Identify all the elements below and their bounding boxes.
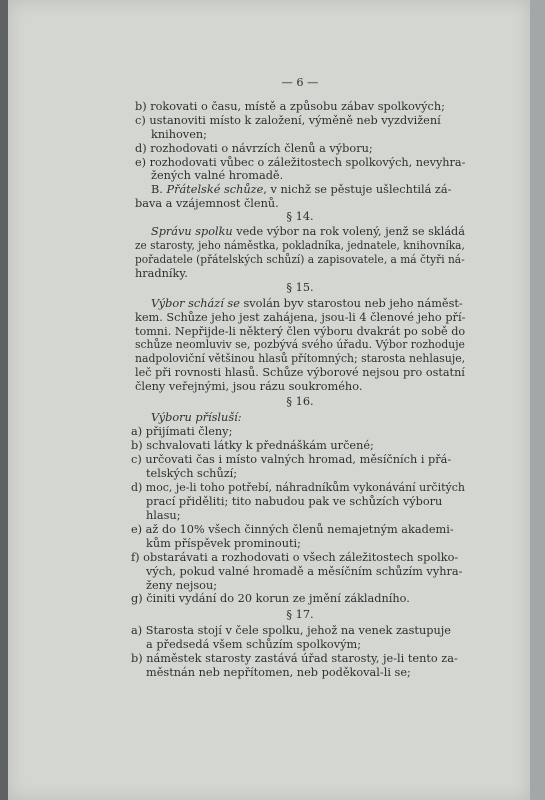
line-text: vede výbor na rok volený, jenž se skládá xyxy=(232,225,465,238)
line-text: d) moc, je-li toho potřebí, náhradníkům vykonávání určitých xyxy=(131,481,465,494)
text-line xyxy=(151,128,207,141)
text-line xyxy=(131,551,465,564)
text-line xyxy=(131,592,410,605)
line-text: e) rozhodovati vůbec o záležitostech spolkových, nevyhra- xyxy=(135,156,466,169)
line-text: nadpoloviční většinou hlasů přítomných; starosta nehlasuje, xyxy=(135,352,466,365)
text-line xyxy=(146,467,237,480)
text-line xyxy=(151,411,242,424)
text-line xyxy=(131,481,465,494)
text-line xyxy=(135,197,279,210)
text-line xyxy=(135,142,373,155)
line-text: hlasu; xyxy=(146,509,181,522)
line-text: tomni. Nepřijde-li některý člen výboru dvakrát po sobě do xyxy=(135,325,466,338)
text-line xyxy=(151,169,283,182)
line-text: b) náměstek starosty zastává úřad starosty, je-li tento za- xyxy=(131,652,458,665)
line-text: vých, pokud valné hromadě a měsíčním schůzím vyhra- xyxy=(146,565,463,578)
emphasized-term: Správu spolku xyxy=(151,225,233,238)
text-line xyxy=(131,453,465,466)
line-text: ženy nejsou; xyxy=(146,579,218,592)
line-text: a předsedá všem schůzím spolkovým; xyxy=(146,638,361,651)
line-text: kem. Schůze jeho jest zahájena, jsou-li 4 členové jeho pří- xyxy=(135,311,466,324)
text-line xyxy=(146,666,411,679)
line-prefix: B. xyxy=(151,183,167,196)
line-text: hradníky. xyxy=(135,267,188,280)
emphasized-term: Přátelské schůze xyxy=(166,183,264,196)
line-text: b) rokovati o času, místě a způsobu zábav spolkových; xyxy=(135,100,445,113)
text-line xyxy=(151,297,465,310)
text-line xyxy=(135,366,465,379)
text-line xyxy=(131,425,232,438)
line-text: bava a vzájemnost členů. xyxy=(135,197,279,210)
text-line xyxy=(146,565,465,578)
line-text: knihoven; xyxy=(151,128,207,141)
text-line xyxy=(135,239,465,252)
text-line xyxy=(146,495,465,508)
line-text: žených valné hromadě. xyxy=(151,169,284,182)
line-text: leč při rovnosti hlasů. Schůze výborové nejsou pro ostatní xyxy=(135,366,465,379)
line-text: § 17. xyxy=(286,608,314,621)
text-line xyxy=(135,338,465,351)
text-line xyxy=(135,352,465,365)
line-text: § 15. xyxy=(286,281,314,294)
line-text: pořadatele (přátelských schůzí) a zapisovatele, a má čtyři ná- xyxy=(135,253,465,266)
line-text: , v nichž se pěstuje ušlechtilá zá- xyxy=(263,183,452,196)
text-line xyxy=(131,624,465,637)
line-text: f) obstarávati a rozhodovati o všech záležitostech spolko- xyxy=(131,551,459,564)
page-number: — 6 — xyxy=(281,76,319,89)
line-text: městnán neb nepřítomen, neb poděkoval-li se; xyxy=(146,666,411,679)
section-heading xyxy=(135,210,465,223)
emphasized-term: Výbor schází se xyxy=(151,297,240,310)
line-text: c) určovati čas i místo valných hromad, měsíčních i přá- xyxy=(131,453,452,466)
line-text: prací přiděliti; tito nabudou pak ve schůzích výboru xyxy=(146,495,443,508)
text-line xyxy=(146,579,217,592)
text-line xyxy=(151,225,465,238)
line-text: d) rozhodovati o návrzích členů a výboru; xyxy=(135,142,373,155)
text-line xyxy=(135,380,362,393)
text-line xyxy=(146,638,361,651)
text-line xyxy=(135,114,465,127)
text-line xyxy=(131,439,374,452)
line-text: § 16. xyxy=(286,395,314,408)
section-heading xyxy=(135,281,465,294)
line-text: g) činiti vydání do 20 korun ze jmění základního. xyxy=(131,592,410,605)
text-line xyxy=(131,523,465,536)
line-text: ze starosty, jeho náměstka, pokladníka, jednatele, knihovníka, xyxy=(135,239,465,252)
text-line xyxy=(146,509,181,522)
line-text: c) ustanoviti místo k založení, výměně neb vyzdvižení xyxy=(135,114,441,127)
line-text: telských schůzí; xyxy=(146,467,238,480)
text-line xyxy=(135,100,465,113)
page-edge xyxy=(530,0,545,800)
text-line xyxy=(135,267,188,280)
emphasized-term: Výboru přísluší: xyxy=(151,411,242,424)
text-line xyxy=(135,156,465,169)
line-text: a) přijímati členy; xyxy=(131,425,233,438)
section-heading xyxy=(135,395,465,408)
line-text: e) až do 10% všech činných členů nemajetným akademi- xyxy=(131,523,454,536)
line-text: členy veřejnými, jsou rázu soukromého. xyxy=(135,380,363,393)
line-text: a) Starosta stojí v čele spolku, jehož na venek zastupuje xyxy=(131,624,451,637)
text-line xyxy=(135,325,465,338)
text-line xyxy=(146,537,301,550)
line-text: § 14. xyxy=(286,210,314,223)
line-text: schůze neomluviv se, pozbývá svého úřadu. Výbor rozhoduje xyxy=(135,338,465,351)
line-text: kům příspěvek prominouti; xyxy=(146,537,301,550)
section-heading xyxy=(135,608,465,621)
text-line xyxy=(151,183,465,196)
text-line xyxy=(131,652,465,665)
line-text: svolán byv starostou neb jeho náměst- xyxy=(239,297,463,310)
text-line xyxy=(135,253,465,266)
line-text: b) schvalovati látky k přednáškám určené; xyxy=(131,439,374,452)
text-line xyxy=(135,311,465,324)
